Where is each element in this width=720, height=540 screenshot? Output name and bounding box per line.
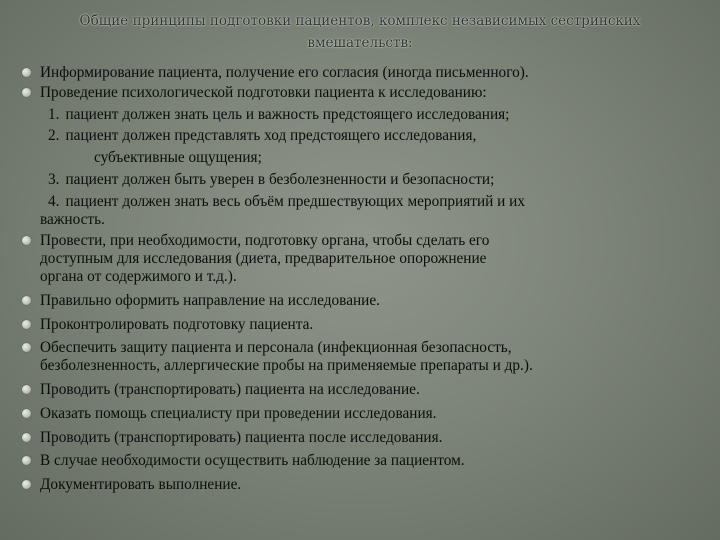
list-item-text: Проконтролировать подготовку пациента.: [40, 315, 314, 333]
sub-item-continuation: важность.: [40, 210, 105, 228]
list-item-continuation: безболезненность, аллергические пробы на применяемые препараты и др.).: [40, 357, 533, 375]
list-item-text: Провести, при необходимости, подготовку органа, чтобы сделать его: [40, 232, 490, 250]
sub-item-number: 2.: [48, 127, 60, 145]
list-item-text: Проводить (транспортировать) пациента после исследования.: [40, 428, 443, 446]
bullet-icon: [22, 456, 31, 465]
list-item: [22, 339, 712, 357]
bullet-icon: [22, 88, 31, 97]
list-item: [22, 476, 712, 494]
list-item-text: В случае необходимости осуществить наблюдение за пациентом.: [40, 452, 465, 470]
sub-item-number: 1.: [48, 105, 60, 123]
list-item: [22, 381, 712, 399]
sub-item-text: пациент должен знать цель и важность предстоящего исследования;: [65, 105, 510, 123]
list-item: [22, 452, 712, 470]
bullet-icon: [22, 385, 31, 394]
sub-list-item: [22, 171, 712, 189]
list-item-continuation: органа от содержимого и т.д.).: [40, 267, 237, 285]
list-item-text: Документировать выполнение.: [40, 476, 242, 494]
bullet-icon: [22, 68, 31, 77]
bullet-icon: [22, 236, 31, 245]
list-item: [22, 429, 712, 447]
list-item: [22, 232, 712, 250]
list-item: [22, 405, 712, 423]
title-line-1: Общие принципы подготовки пациентов, комплекс независимых сестринских: [79, 13, 641, 29]
bullet-icon: [22, 433, 31, 442]
list-item-text: Проводить (транспортировать) пациента на исследование.: [40, 380, 420, 398]
sub-list-item: [22, 193, 712, 211]
list-item-text: Проведение психологической подготовки пациента к исследованию:: [40, 83, 487, 101]
sub-item-number: 4.: [48, 192, 60, 210]
content-list: [22, 64, 712, 494]
list-item-text: Оказать помощь специалисту при проведении исследования.: [40, 404, 437, 422]
sub-item-text: пациент должен представлять ход предстоящего исследования,: [65, 127, 477, 145]
list-item-text: Правильно оформить направление на исследование.: [40, 291, 380, 309]
bullet-icon: [22, 320, 31, 329]
list-item: [22, 84, 712, 102]
list-item-text: Обеспечить защиту пациента и персонала (инфекционная безопасность,: [40, 339, 512, 357]
sub-item-continuation: субъективные ощущения;: [94, 149, 262, 167]
list-item-text: Информирование пациента, получение его согласия (иногда письменного).: [40, 64, 529, 81]
bullet-icon: [22, 480, 31, 489]
sub-list-item: [22, 127, 712, 145]
title-line-2: вмешательств:: [307, 35, 413, 51]
list-item: [22, 316, 712, 334]
list-item: [22, 64, 712, 82]
bullet-icon: [22, 343, 31, 352]
bullet-icon: [22, 409, 31, 418]
list-item: [22, 292, 712, 310]
sub-item-text: пациент должен знать весь объём предшествующих мероприятий и их: [65, 192, 525, 210]
sub-item-number: 3.: [48, 170, 60, 188]
sub-list-item: [22, 106, 712, 124]
sub-item-text: пациент должен быть уверен в безболезненности и безопасности;: [65, 170, 495, 188]
list-item-continuation: доступным для исследования (диета, предварительное опорожнение: [40, 250, 487, 268]
slide-title: [40, 10, 680, 54]
bullet-icon: [22, 296, 31, 305]
